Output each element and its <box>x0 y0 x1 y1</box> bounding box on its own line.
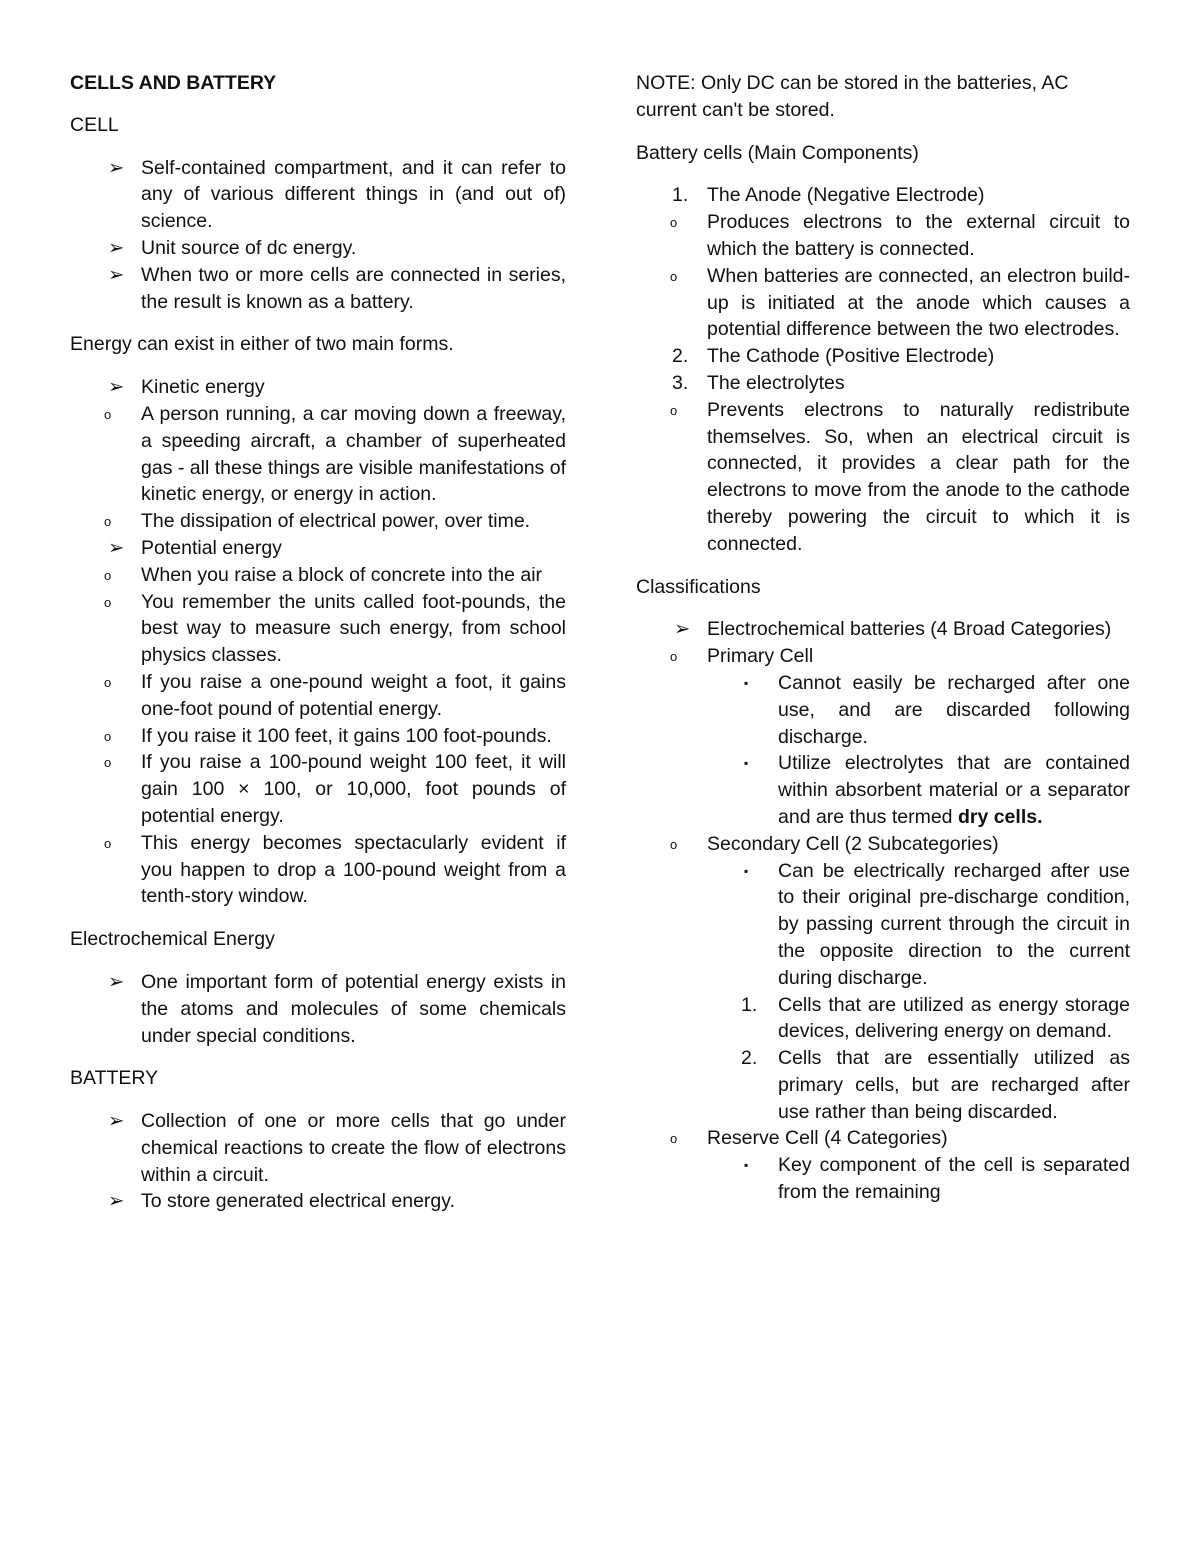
battery-list <box>70 1108 566 1215</box>
list-item: ➢ One important form of potential energy exists in the atoms and molecules of some chemicals under special conditions. <box>108 970 566 1047</box>
list-item: ▪ Key component of the cell is separated from the remaining <box>744 1154 1130 1204</box>
list-item: ➢ Self-contained compartment, and it can refer to any of various different things in (and out of) science. <box>108 156 566 233</box>
circle-bullet-icon: o <box>104 674 112 690</box>
circle-bullet-icon: o <box>104 406 112 422</box>
classifications-heading: Classifications <box>636 575 761 598</box>
number-marker: 1. <box>672 184 689 207</box>
circle-bullet-icon: o <box>670 268 678 284</box>
circle-bullet-icon: o <box>670 649 678 665</box>
circle-bullet-icon: o <box>104 567 112 583</box>
list-item: 2. The Cathode (Positive Electrode) <box>636 343 1130 370</box>
primary-cell-list <box>636 670 1130 831</box>
list-item: ➢ Unit source of dc energy. <box>70 235 566 262</box>
list-item: ▪ Utilize electrolytes that are contained within absorbent material or a separator and are thus termed dry cells. <box>744 752 1130 828</box>
left-column <box>70 70 566 1215</box>
list-item: ▪ Can be electrically recharged after use to their original pre-discharge condition, by passing current through the circuit in the opposite direction to the current during discharge. <box>744 859 1130 989</box>
list-item: o Prevents electrons to naturally redistribute themselves. So, when an electrical circuit is connected, it provides a clear path for the electrons to move from the anode to the cathode thereby powering the circuit to which it is connected. <box>670 398 1130 555</box>
primary-cell-label: Primary Cell <box>707 645 814 668</box>
right-column <box>636 70 1130 1206</box>
list-item: o You remember the units called foot-pounds, the best way to measure such energy, from school physics classes. <box>104 590 566 667</box>
dry-cells-term: dry cells. <box>957 805 1043 828</box>
list-item <box>70 374 566 535</box>
list-item: ➢ Electrochemical batteries (4 Broad Categories) o Primary Cell ▪ Cannot easily be recharged after one use, and are discarded following discharge. ▪ Utilize electrolytes that are contained within absorbent material or a separator and are thus termed dry cells. o Secondary Cell (2 Subcategories) ▪ Can be electrically recharged after use to their original pre-discharge condition, by passing current through the circuit in the opposite direction to the current during discharge. 1. Cells that are utilized as energy storage devices, delivering energy on demand. 2. Cells that are essentially utilized as primary cells, but are recharged after use rather than being discarded. o Reserve Cell (4 Categories) ▪ Key component of the cell is separated from the remaining <box>636 616 1130 1206</box>
battery-heading: BATTERY <box>70 1067 159 1090</box>
components-heading: Battery cells (Main Components) <box>636 141 919 164</box>
cell-list <box>70 155 566 316</box>
list-item: 2. Cells that are essentially utilized as primary cells, but are recharged after use rather than being discarded. <box>741 1047 1130 1123</box>
arrow-bullet-icon: ➢ <box>108 263 125 286</box>
reserve-cell-list <box>636 1152 1130 1206</box>
secondary-cell-label: Secondary Cell (2 Subcategories) <box>707 832 999 855</box>
square-bullet-icon: ▪ <box>744 756 749 771</box>
number-marker: 3. <box>672 371 689 394</box>
list-item: 3. The electrolytes o Prevents electrons to naturally redistribute themselves. So, when an electrical circuit is connected, it provides a clear path for the electrons to move from the anode to the cathode thereby powering the circuit to which it is connected. <box>636 370 1130 558</box>
list-item: ➢ When two or more cells are connected in series, the result is known as a battery. <box>108 263 566 313</box>
anode-list <box>636 209 1130 343</box>
arrow-bullet-icon: ➢ <box>674 618 691 641</box>
dc-storage-note: NOTE: Only DC can be stored in the batteries, AC current can't be stored. <box>636 72 1069 121</box>
arrow-bullet-icon: ➢ <box>108 970 125 993</box>
square-bullet-icon: ▪ <box>744 863 749 878</box>
classifications-list <box>636 616 1130 1206</box>
list-item: o This energy becomes spectacularly evident if you happen to drop a 100-pound weight from a tenth-story window. <box>104 831 566 908</box>
components-list <box>636 182 1130 557</box>
list-item: o When batteries are connected, an electron build-up is initiated at the anode which causes a potential difference between the two electrodes. <box>670 264 1130 341</box>
list-item: ▪ Cannot easily be recharged after one use, and are discarded following discharge. <box>744 671 1130 748</box>
list-item <box>70 535 566 910</box>
circle-bullet-icon: o <box>104 755 112 771</box>
list-item: o The dissipation of electrical power, over time. <box>70 508 566 535</box>
list-item: o If you raise it 100 feet, it gains 100 foot-pounds. <box>70 723 566 750</box>
circle-bullet-icon: o <box>670 1131 678 1147</box>
list-item: o Produces electrons to the external circuit to which the battery is connected. <box>670 211 1130 260</box>
number-marker: 1. <box>741 993 758 1016</box>
electrolytes-list <box>636 397 1130 558</box>
arrow-bullet-icon: ➢ <box>108 1110 125 1133</box>
circle-bullet-icon: o <box>670 402 678 418</box>
document-title: CELLS AND BATTERY <box>70 72 277 94</box>
list-item <box>636 643 1130 831</box>
number-marker: 2. <box>741 1047 758 1070</box>
kinetic-energy-label: Kinetic energy <box>141 376 265 399</box>
list-item <box>636 831 1130 1126</box>
circle-bullet-icon: o <box>670 215 678 231</box>
list-item: o When you raise a block of concrete into the air <box>70 562 566 589</box>
number-marker: 2. <box>672 345 689 368</box>
energy-heading: Energy can exist in either of two main forms. <box>70 333 454 356</box>
cell-heading: CELL <box>70 113 119 136</box>
potential-energy-label: Potential energy <box>141 536 282 559</box>
battery-categories-list <box>636 643 1130 1206</box>
list-item <box>636 1125 1130 1205</box>
kinetic-list <box>70 401 566 535</box>
circle-bullet-icon: o <box>104 728 112 744</box>
list-item: o A person running, a car moving down a freeway, a speeding aircraft, a chamber of superheated gas - all these things are visible manifestations of kinetic energy, or energy in action. <box>104 402 566 506</box>
arrow-bullet-icon: ➢ <box>108 376 125 399</box>
list-item: ➢ To store generated electrical energy. <box>70 1188 566 1215</box>
list-item: 1. Cells that are utilized as energy storage devices, delivering energy on demand. <box>741 993 1130 1043</box>
list-item: o If you raise a one-pound weight a foot, it gains one-foot pound of potential energy. <box>104 670 566 720</box>
potential-list <box>70 562 566 910</box>
circle-bullet-icon: o <box>104 835 112 851</box>
circle-bullet-icon: o <box>104 514 112 530</box>
circle-bullet-icon: o <box>670 836 678 852</box>
secondary-subcategories-list <box>636 992 1130 1126</box>
energy-forms-list <box>70 374 566 910</box>
secondary-cell-list <box>636 858 1130 992</box>
arrow-bullet-icon: ➢ <box>108 236 125 259</box>
list-item: 1. The Anode (Negative Electrode) o Produces electrons to the external circuit to which the battery is connected. o When batteries are connected, an electron build-up is initiated at the anode which causes a potential difference between the two electrodes. <box>636 182 1130 343</box>
arrow-bullet-icon: ➢ <box>108 1190 125 1213</box>
arrow-bullet-icon: ➢ <box>108 156 125 179</box>
circle-bullet-icon: o <box>104 594 112 610</box>
list-item: ➢ Collection of one or more cells that go under chemical reactions to create the flow of electrons within a circuit. <box>108 1110 566 1186</box>
list-item: o If you raise a 100-pound weight 100 feet, it will gain 100 × 100, or 10,000, foot pounds of potential energy. <box>104 751 566 827</box>
arrow-bullet-icon: ➢ <box>108 536 125 559</box>
reserve-cell-label: Reserve Cell (4 Categories) <box>707 1127 948 1150</box>
electrochemical-energy-heading: Electrochemical Energy <box>70 928 275 951</box>
electrochemical-energy-list <box>70 969 566 1049</box>
square-bullet-icon: ▪ <box>744 1158 749 1173</box>
square-bullet-icon: ▪ <box>744 675 749 690</box>
